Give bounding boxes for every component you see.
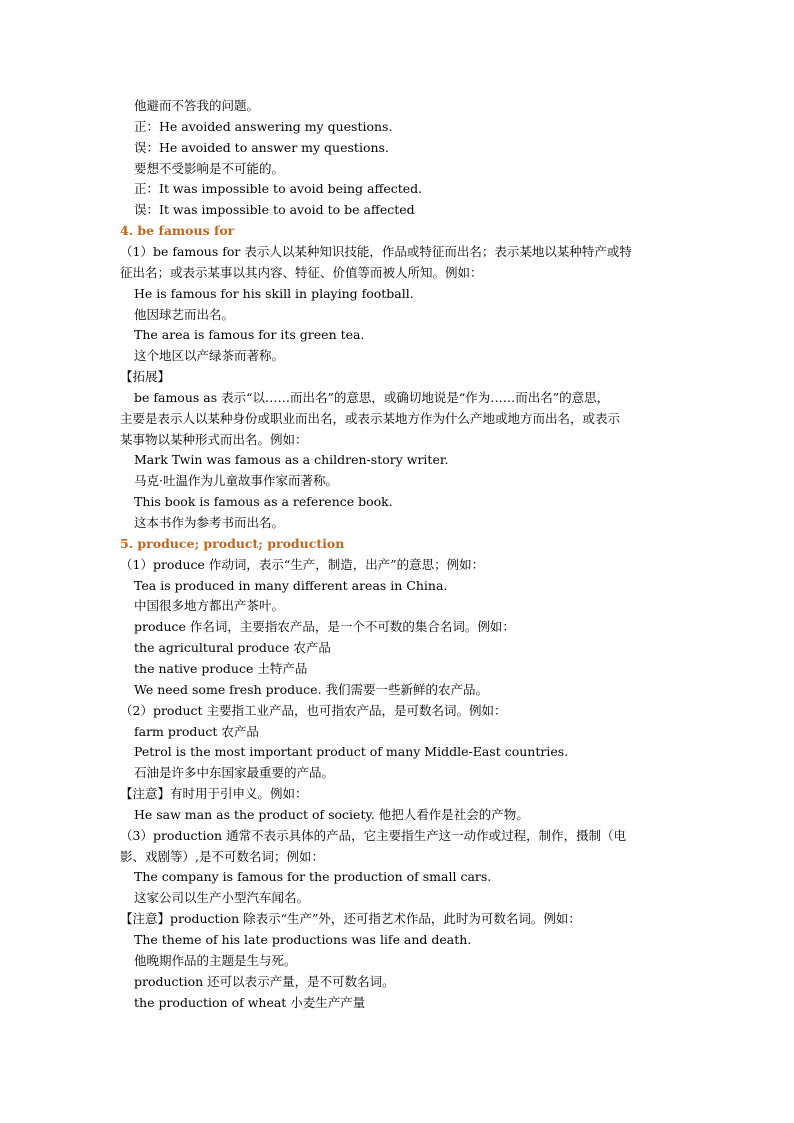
text-line: The area is famous for its green tea. xyxy=(134,327,365,342)
text-line: 某事物以某种形式而出名。例如： xyxy=(120,432,308,447)
text-line: 他晚期作品的主题是生与死。 xyxy=(134,953,297,968)
text-line: Petrol is the most important product of many Middle-East countries. xyxy=(134,744,569,759)
text-line: farm product 农产品 xyxy=(134,724,259,739)
text-line: Mark Twin was famous as a children-story writer. xyxy=(134,452,449,467)
text-line: This book is famous as a reference book. xyxy=(134,494,393,509)
section-heading: 5. produce; product; production xyxy=(120,536,345,551)
text-line: 征出名；或表示某事以其内容、特征、价值等而被人所知。例如： xyxy=(120,265,483,280)
text-line: 马克·吐温作为儿童故事作家而著称。 xyxy=(134,473,338,488)
text-line: 正：He avoided answering my questions. xyxy=(134,119,393,134)
text-line: 这个地区以产绿茶而著称。 xyxy=(134,348,285,363)
text-line: The company is famous for the production of small cars. xyxy=(134,869,492,884)
text-line: the native produce 土特产品 xyxy=(134,661,308,676)
text-line: 这家公司以生产小型汽车闻名。 xyxy=(134,890,310,905)
text-line: （3）production 通常不表示具体的产品，它主要指生产这一动作或过程，制作，摄制（电 xyxy=(120,828,627,843)
text-line: the agricultural produce 农产品 xyxy=(134,640,331,655)
text-line: （1）be famous for 表示人以某种知识技能，作品或特征而出名；表示某地以某种特产或特 xyxy=(120,244,632,259)
text-line: 误：It was impossible to avoid to be affected xyxy=(134,202,415,217)
text-line: （2）product 主要指工业产品，也可指农产品，是可数名词。例如： xyxy=(120,703,507,718)
text-line: 【拓展】 xyxy=(120,369,171,384)
section-heading: 4. be famous for xyxy=(120,223,235,238)
text-line: be famous as 表示“以……而出名”的意思，或确切地说是“作为……而出名”的意思， xyxy=(134,390,610,405)
text-line: 石油是许多中东国家最重要的产品。 xyxy=(134,765,335,780)
text-line: 主要是表示人以某种身份或职业而出名，或表示某地方作为什么产地或地方而出名，或表示 xyxy=(120,411,621,426)
text-line: The theme of his late productions was life and death. xyxy=(134,932,472,947)
text-line: 影、戏剧等）,是不可数名词；例如： xyxy=(120,849,324,864)
text-line: We need some fresh produce. 我们需要一些新鲜的农产品。 xyxy=(134,682,489,697)
text-line: production 还可以表示产量，是不可数名词。 xyxy=(134,974,395,989)
text-line: 他避而不答我的问题。 xyxy=(134,98,260,113)
text-line: 【注意】production 除表示“生产”外，还可指艺术作品，此时为可数名词。例如： xyxy=(120,911,581,926)
text-line: 这本书作为参考书而出名。 xyxy=(134,515,285,530)
text-line: 中国很多地方都出产茶叶。 xyxy=(134,598,285,613)
text-line: produce 作名词，主要指农产品，是一个不可数的集合名词。例如： xyxy=(134,619,515,634)
text-line: 要想不受影响是不可能的。 xyxy=(134,161,285,176)
text-line: 【注意】有时用于引申义。例如： xyxy=(120,786,308,801)
text-line: （1）produce 作动词，表示“生产，制造，出产”的意思；例如： xyxy=(120,557,485,572)
text-line: 误：He avoided to answer my questions. xyxy=(134,140,389,155)
text-line: Tea is produced in many different areas in China. xyxy=(134,578,448,593)
text-line: He is famous for his skill in playing football. xyxy=(134,286,414,301)
text-line: the production of wheat 小麦生产产量 xyxy=(134,995,366,1010)
text-line: He saw man as the product of society. 他把人看作是社会的产物。 xyxy=(134,807,529,822)
text-line: 正：It was impossible to avoid being affected. xyxy=(134,181,423,196)
text-line: 他因球艺而出名。 xyxy=(134,307,235,322)
